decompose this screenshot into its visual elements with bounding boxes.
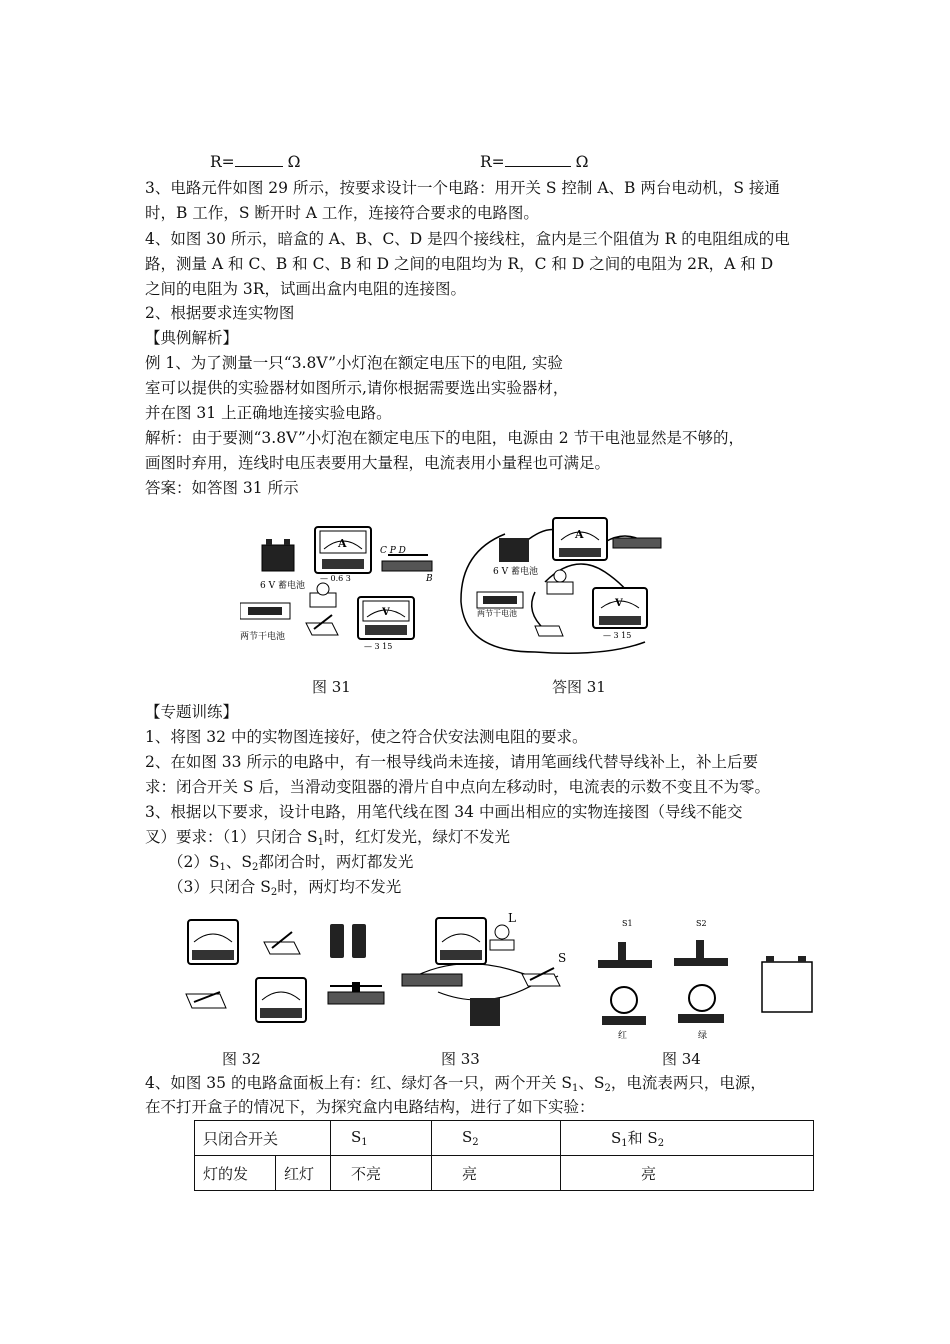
section-heading: 【专题训练】 bbox=[145, 703, 239, 721]
bulb-icon bbox=[310, 583, 336, 607]
table-cell: $S_1$和 $S_2$ bbox=[561, 1121, 814, 1156]
table-cell: 亮 bbox=[561, 1156, 814, 1191]
lamp-label: L bbox=[508, 912, 516, 925]
text-line: 时，B 工作，S 断开时 A 工作，连接符合要求的电路图。 bbox=[145, 204, 539, 222]
text-line: 答案：如答图 31 所示 bbox=[145, 479, 299, 497]
switch-icon bbox=[264, 932, 300, 954]
resistance-blank-1: R= Ω bbox=[210, 153, 301, 171]
voltmeter-scale: — 3 15 bbox=[364, 642, 393, 651]
rheostat-icon bbox=[613, 538, 661, 548]
answer-blank[interactable] bbox=[505, 152, 571, 167]
ammeter-letter: A bbox=[575, 528, 584, 541]
switch-icon bbox=[535, 626, 563, 636]
dry-cells-icon bbox=[240, 603, 290, 619]
rheostat-b-letter: B bbox=[426, 574, 433, 584]
voltmeter-icon bbox=[436, 918, 486, 964]
text-line: 2、在如图 33 所示的电路中，有一根导线尚未连接，请用笔画线代替导线补上，补上后要 bbox=[145, 753, 758, 771]
voltmeter-icon bbox=[188, 920, 238, 964]
text-line: 解析：由于要测“3.8V”小灯泡在额定电压下的电阻，电源由 2 节干电池显然是不够的， bbox=[145, 429, 744, 447]
dry-cells-icon bbox=[477, 592, 523, 608]
table-cell: 灯的发 bbox=[195, 1156, 276, 1191]
red-lamp-icon bbox=[602, 987, 646, 1025]
text-line: $(2)S_1$、$S_2$都闭合时，两灯都发光 bbox=[168, 853, 414, 873]
figure-34 bbox=[592, 912, 817, 1042]
table-cell: 亮 bbox=[432, 1156, 561, 1191]
resistance-blank-2: R= Ω bbox=[480, 153, 589, 171]
text-line: 3、电路元件如图 29 所示，按要求设计一个电路：用开关 S 控制 A、B 两台电动机，S 接通 bbox=[145, 179, 780, 197]
power-box-icon bbox=[762, 956, 812, 1012]
switch-label: S bbox=[558, 951, 567, 965]
battery-label: 6 V 蓄电池 bbox=[493, 567, 538, 577]
text-line: 画图时弃用，连线时电压表要用大量程，电流表用小量程也可满足。 bbox=[145, 454, 611, 472]
rheostat-icon bbox=[402, 974, 462, 986]
rheostat-letters: C P D bbox=[380, 546, 406, 556]
rheostat-icon bbox=[328, 982, 384, 1004]
text-line: 4、如图 35 的电路盒面板上有：红、绿灯各一只，两个开关 $S_1$、$S_2$，电流表两只，电源， bbox=[145, 1074, 766, 1094]
text-line: 1、将图 32 中的实物图连接好，使之符合伏安法测电阻的要求。 bbox=[145, 728, 588, 746]
figure-33 bbox=[398, 912, 588, 1037]
text-line: 在不打开盒子的情况下，为探究盒内电路结构，进行了如下实验： bbox=[145, 1098, 595, 1116]
switch-s2-label: S2 bbox=[696, 919, 707, 928]
ammeter-icon bbox=[256, 978, 306, 1022]
switch-icon bbox=[522, 968, 560, 986]
cells-label: 两节干电池 bbox=[477, 609, 517, 618]
battery-6v-icon bbox=[262, 539, 294, 571]
battery-icon bbox=[470, 998, 500, 1026]
figure-34-caption: 图 34 bbox=[662, 1050, 701, 1068]
text-line: 室可以提供的实验器材如图所示,请你根据需要选出实验器材， bbox=[145, 379, 569, 397]
switch-s1-icon bbox=[598, 942, 652, 968]
text-line: 并在图 31 上正确地连接实验电路。 bbox=[145, 404, 392, 422]
table-cell: $S_1$ bbox=[331, 1121, 432, 1156]
ammeter-scale: — 0.6 3 bbox=[320, 574, 351, 583]
text-line: （3）只闭合 $S_2$时，两灯均不发光 bbox=[168, 878, 402, 898]
section-heading: 2、根据要求连实物图 bbox=[145, 304, 295, 322]
voltmeter-letter: V bbox=[382, 607, 390, 618]
table-cell: 红灯 bbox=[276, 1156, 331, 1191]
green-lamp-icon bbox=[678, 985, 724, 1023]
section-heading: 【典例解析】 bbox=[145, 329, 239, 347]
table-cell: 不亮 bbox=[331, 1156, 432, 1191]
figure-32-caption: 图 32 bbox=[222, 1050, 261, 1068]
table-cell: 只闭合开关 bbox=[195, 1121, 331, 1156]
figure-33-caption: 图 33 bbox=[441, 1050, 480, 1068]
text-line: 之间的电阻为 3R，试画出盒内电阻的连接图。 bbox=[145, 280, 466, 298]
switch-icon bbox=[306, 615, 338, 635]
switch-s1-label: S1 bbox=[622, 919, 633, 928]
dry-cell-icon bbox=[330, 924, 366, 958]
bulb-icon bbox=[490, 925, 514, 950]
text-line: 3、根据以下要求，设计电路，用笔代线在图 34 中画出相应的实物连接图（导线不能交 bbox=[145, 803, 743, 821]
figure-31 bbox=[240, 515, 460, 655]
text-line: 例 1、为了测量一只“3.8V”小灯泡在额定电压下的电阻, 实验 bbox=[145, 354, 563, 372]
battery-label: 6 V 蓄电池 bbox=[260, 581, 305, 591]
answer-figure-31-caption: 答图 31 bbox=[552, 678, 606, 696]
rheostat-icon bbox=[382, 555, 432, 571]
table-row bbox=[195, 1121, 814, 1156]
text-line: 叉）要求：（1）只闭合 $S_1$时，红灯发光，绿灯不发光 bbox=[145, 828, 511, 848]
ammeter-icon bbox=[315, 527, 371, 573]
text-line: 4、如图 30 所示，暗盒的 A、B、C、D 是四个接线柱，盒内是三个阻值为 R 的电阻组成的电 bbox=[145, 230, 790, 248]
voltmeter-icon bbox=[358, 597, 414, 639]
ammeter-letter: A bbox=[338, 537, 347, 550]
switch-s2-icon bbox=[674, 940, 728, 966]
answer-blank[interactable] bbox=[235, 152, 283, 167]
voltmeter-scale: — 3 15 bbox=[603, 631, 632, 640]
table-cell: $S_2$ bbox=[432, 1121, 561, 1156]
text-line: 求：闭合开关 S 后，当滑动变阻器的滑片自中点向左移动时，电流表的示数不变且不为零。 bbox=[145, 778, 770, 796]
table-row bbox=[195, 1156, 814, 1191]
red-lamp-label: 红 bbox=[618, 1031, 628, 1041]
figure-32 bbox=[180, 912, 390, 1037]
text-line: 路，测量 A 和 C、B 和 C、B 和 D 之间的电阻均为 R，C 和 D 之间的电阻为 2R，A 和 D bbox=[145, 255, 774, 273]
green-lamp-label: 绿 bbox=[698, 1031, 708, 1041]
cells-label: 两节干电池 bbox=[240, 632, 286, 642]
answer-figure-31 bbox=[455, 512, 670, 662]
bulb-icon bbox=[547, 570, 573, 594]
voltmeter-letter: V bbox=[615, 598, 623, 609]
battery-6v-icon bbox=[499, 538, 529, 562]
experiment-table bbox=[194, 1120, 814, 1191]
switch-icon bbox=[186, 992, 226, 1008]
figure-31-caption: 图 31 bbox=[312, 678, 351, 696]
